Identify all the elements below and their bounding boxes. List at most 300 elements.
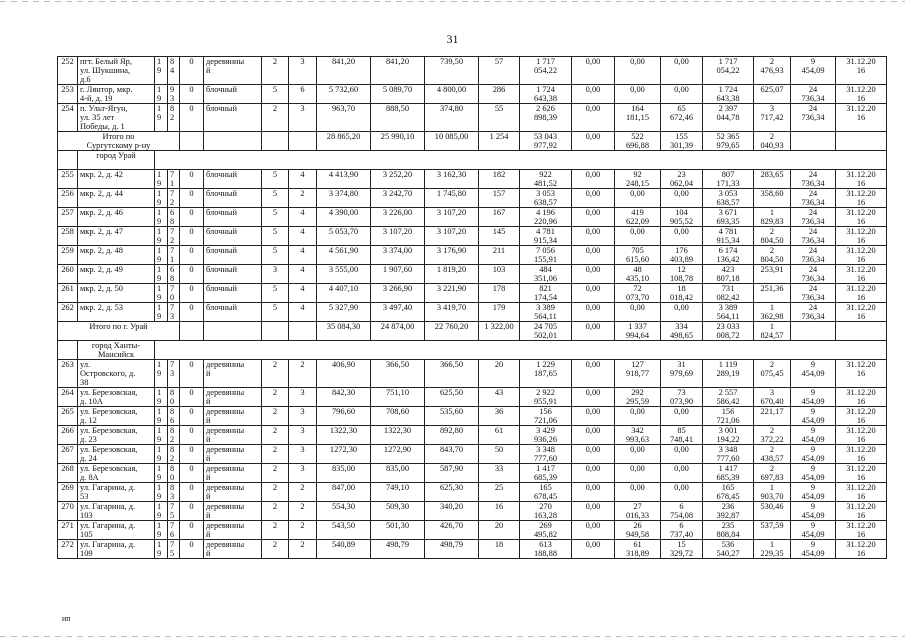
cell-wall-material: блочный <box>204 265 262 284</box>
cell-cost-fund: 0,00 <box>572 208 615 227</box>
cell-floors: 5 <box>262 246 289 265</box>
cell-unit-cost-limit: 9 454,09 <box>791 426 836 445</box>
cell-address: мкр. 2, д. 53 <box>78 303 155 322</box>
cell-deadline: 31.12.20 16 <box>836 227 887 246</box>
cell-cost-owners: 731 082,42 <box>703 284 754 303</box>
cell-area-private: 340,20 <box>425 502 479 521</box>
table-row <box>58 426 887 445</box>
cell-wall-material: деревянны й <box>204 407 262 426</box>
cell-zero-flag: 0 <box>180 426 204 445</box>
cell-cost-fund: 0,00 <box>572 57 615 85</box>
cell-address: ул. Березовская, д. 10А <box>78 388 155 407</box>
cell-area-total: 543,50 <box>317 521 371 540</box>
table-row <box>58 227 887 246</box>
cell-unit-cost: 3 717,42 <box>754 104 791 132</box>
empty-cell <box>180 132 204 151</box>
cell-wall-material: деревянны й <box>204 445 262 464</box>
cell-year-part1: 19 <box>155 104 168 132</box>
cell-cost-budget-local: 0,00 <box>661 227 703 246</box>
cell-entrances: 2 <box>289 189 317 208</box>
cell-cost-fund: 0,00 <box>572 464 615 483</box>
cell-unit-cost: 625,07 <box>754 85 791 104</box>
cell-unit-cost-limit: 24 736,34 <box>791 208 836 227</box>
city-label: город Ханты- Мансийск <box>78 341 155 360</box>
cell-cost-total: 613 188,88 <box>520 540 572 559</box>
cell-deadline: 31.12.20 16 <box>836 502 887 521</box>
cell-row-number: 269 <box>58 483 78 502</box>
cell-address: ул. Березовская, д. 12 <box>78 407 155 426</box>
cell-area-total: 796,60 <box>317 407 371 426</box>
cell-residents: 103 <box>479 265 520 284</box>
cell-cost-total: 4 781 915,34 <box>520 227 572 246</box>
cell-wall-material: деревянны й <box>204 388 262 407</box>
cell-area-total: 554,30 <box>317 502 371 521</box>
cell-residents: 50 <box>479 445 520 464</box>
table-row <box>58 85 887 104</box>
cell-year-part2: 68 <box>168 265 180 284</box>
cell-zero-flag: 0 <box>180 189 204 208</box>
cell-area-private: 4 800,00 <box>425 85 479 104</box>
cell-deadline: 31.12.20 16 <box>836 246 887 265</box>
cell-unit-cost-limit: 24 736,34 <box>791 227 836 246</box>
cell-floors: 5 <box>262 208 289 227</box>
cell-cost-fund: 0,00 <box>572 227 615 246</box>
cell-year-part2: 73 <box>168 303 180 322</box>
cell-unit-cost-limit: 9 454,09 <box>791 445 836 464</box>
cell-wall-material: деревянны й <box>204 57 262 85</box>
total-k: 0,00 <box>572 132 615 151</box>
cell-address: п. Ульт-Ягун, ул. 35 лет Победы, д. 1 <box>78 104 155 132</box>
cell-year-part1: 19 <box>155 227 168 246</box>
total-s: 53 043 977,92 <box>520 132 572 151</box>
cell-year-part2: 80 <box>168 464 180 483</box>
cell-year-part2: 80 <box>168 388 180 407</box>
cell-deadline: 31.12.20 16 <box>836 170 887 189</box>
cell-unit-cost-limit: 24 736,34 <box>791 303 836 322</box>
cell-unit-cost-limit: 24 736,34 <box>791 85 836 104</box>
table-row <box>58 521 887 540</box>
cell-row-number: 262 <box>58 303 78 322</box>
empty-cell <box>262 132 289 151</box>
cell-cost-fund: 0,00 <box>572 407 615 426</box>
cell-floors: 2 <box>262 445 289 464</box>
cell-cost-budget-local: 6 754,08 <box>661 502 703 521</box>
cell-cost-fund: 0,00 <box>572 104 615 132</box>
cell-zero-flag: 0 <box>180 104 204 132</box>
cell-year-part1: 19 <box>155 426 168 445</box>
cell-residents: 179 <box>479 303 520 322</box>
cell-area-total: 5 053,70 <box>317 227 371 246</box>
cell-cost-total: 270 163,28 <box>520 502 572 521</box>
cell-address: г. Лянтор, мкр. 4-й, д. 19 <box>78 85 155 104</box>
cell-cost-total: 4 196 220,96 <box>520 208 572 227</box>
cell-wall-material: блочный <box>204 189 262 208</box>
cell-entrances: 4 <box>289 170 317 189</box>
cell-cost-budget-okrug: 61 318,89 <box>615 540 661 559</box>
cell-cost-total: 1 717 054,22 <box>520 57 572 85</box>
cell-year-part2: 84 <box>168 57 180 85</box>
cell-cost-fund: 0,00 <box>572 521 615 540</box>
cell-entrances: 4 <box>289 246 317 265</box>
total-u1: 1 824,57 <box>754 322 791 341</box>
cell-cost-fund: 0,00 <box>572 445 615 464</box>
cell-residents: 36 <box>479 407 520 426</box>
cell-deadline: 31.12.20 16 <box>836 360 887 388</box>
cell-unit-cost: 530,46 <box>754 502 791 521</box>
cell-area-residential: 708,60 <box>371 407 425 426</box>
cell-entrances: 3 <box>289 57 317 85</box>
cell-area-total: 3 374,80 <box>317 189 371 208</box>
cell-area-private: 535,60 <box>425 407 479 426</box>
cell-cost-budget-local: 31 979,69 <box>661 360 703 388</box>
cell-entrances: 6 <box>289 85 317 104</box>
cell-year-part2: 75 <box>168 502 180 521</box>
cell-deadline: 31.12.20 16 <box>836 445 887 464</box>
cell-cost-budget-local: 73 073,90 <box>661 388 703 407</box>
cell-cost-owners: 3 671 693,35 <box>703 208 754 227</box>
cell-zero-flag: 0 <box>180 246 204 265</box>
cell-cost-owners: 4 781 915,34 <box>703 227 754 246</box>
cell-deadline: 31.12.20 16 <box>836 521 887 540</box>
total-label: Итого по г. Урай <box>58 322 180 341</box>
cell-area-residential: 509,30 <box>371 502 425 521</box>
cell-area-total: 5 732,60 <box>317 85 371 104</box>
cell-unit-cost-limit: 24 736,34 <box>791 104 836 132</box>
cell-year-part1: 19 <box>155 57 168 85</box>
empty-cell <box>58 341 78 360</box>
table-row <box>58 540 887 559</box>
table-row <box>58 208 887 227</box>
cell-cost-owners: 423 807,18 <box>703 265 754 284</box>
cell-area-private: 625,50 <box>425 388 479 407</box>
cell-entrances: 2 <box>289 540 317 559</box>
cell-deadline: 31.12.20 16 <box>836 57 887 85</box>
cell-cost-owners: 3 053 638,57 <box>703 189 754 208</box>
cell-unit-cost: 2 697,83 <box>754 464 791 483</box>
cell-year-part1: 19 <box>155 540 168 559</box>
cell-cost-total: 3 053 638,57 <box>520 189 572 208</box>
cell-row-number: 252 <box>58 57 78 85</box>
cell-zero-flag: 0 <box>180 284 204 303</box>
cell-cost-fund: 0,00 <box>572 170 615 189</box>
cell-cost-total: 269 495,82 <box>520 521 572 540</box>
cell-unit-cost-limit: 9 454,09 <box>791 464 836 483</box>
cell-zero-flag: 0 <box>180 227 204 246</box>
cell-area-total: 842,30 <box>317 388 371 407</box>
total-b1: 1 337 994,64 <box>615 322 661 341</box>
table-row <box>58 189 887 208</box>
cell-deadline: 31.12.20 16 <box>836 483 887 502</box>
cell-cost-total: 484 351,06 <box>520 265 572 284</box>
total-p: 1 254 <box>479 132 520 151</box>
cell-row-number: 271 <box>58 521 78 540</box>
cell-year-part1: 19 <box>155 407 168 426</box>
cell-floors: 2 <box>262 483 289 502</box>
cell-wall-material: блочный <box>204 246 262 265</box>
cell-address: мкр. 2, д. 47 <box>78 227 155 246</box>
cell-deadline: 31.12.20 16 <box>836 388 887 407</box>
cell-cost-owners: 156 721,06 <box>703 407 754 426</box>
cell-area-total: 835,00 <box>317 464 371 483</box>
cell-cost-fund: 0,00 <box>572 360 615 388</box>
cell-unit-cost-limit: 24 736,34 <box>791 170 836 189</box>
cell-floors: 3 <box>262 265 289 284</box>
cell-floors: 2 <box>262 388 289 407</box>
cell-year-part1: 19 <box>155 284 168 303</box>
cell-residents: 182 <box>479 170 520 189</box>
total-k: 0,00 <box>572 322 615 341</box>
cell-cost-budget-okrug: 0,00 <box>615 227 661 246</box>
cell-year-part1: 19 <box>155 246 168 265</box>
cell-row-number: 253 <box>58 85 78 104</box>
cell-unit-cost: 537,59 <box>754 521 791 540</box>
cell-area-total: 5 327,90 <box>317 303 371 322</box>
cell-unit-cost-limit: 9 454,09 <box>791 388 836 407</box>
cell-zero-flag: 0 <box>180 388 204 407</box>
cell-row-number: 261 <box>58 284 78 303</box>
cell-year-part1: 19 <box>155 388 168 407</box>
cell-address: мкр. 2, д. 49 <box>78 265 155 284</box>
cell-cost-budget-okrug: 164 181,15 <box>615 104 661 132</box>
cell-area-residential: 3 242,70 <box>371 189 425 208</box>
cell-cost-budget-okrug: 342 993,63 <box>615 426 661 445</box>
total-row <box>58 322 887 341</box>
cell-area-total: 963,70 <box>317 104 371 132</box>
cell-unit-cost: 2 476,93 <box>754 57 791 85</box>
cell-year-part2: 82 <box>168 426 180 445</box>
cell-area-private: 3 221,90 <box>425 284 479 303</box>
cell-wall-material: блочный <box>204 170 262 189</box>
cell-unit-cost-limit: 24 736,34 <box>791 189 836 208</box>
cell-year-part1: 19 <box>155 189 168 208</box>
cell-cost-budget-local: 12 108,78 <box>661 265 703 284</box>
cell-cost-budget-okrug: 0,00 <box>615 445 661 464</box>
cell-wall-material: блочный <box>204 227 262 246</box>
city-header-row <box>58 151 887 170</box>
empty-cell <box>791 132 836 151</box>
total-p: 1 322,00 <box>479 322 520 341</box>
cell-cost-budget-okrug: 48 435,10 <box>615 265 661 284</box>
cell-entrances: 2 <box>289 360 317 388</box>
cell-cost-fund: 0,00 <box>572 426 615 445</box>
total-s: 24 705 502,01 <box>520 322 572 341</box>
cell-unit-cost: 283,65 <box>754 170 791 189</box>
cell-cost-budget-local: 85 748,41 <box>661 426 703 445</box>
cell-year-part2: 68 <box>168 208 180 227</box>
cell-zero-flag: 0 <box>180 360 204 388</box>
cell-cost-budget-okrug: 0,00 <box>615 303 661 322</box>
cell-entrances: 3 <box>289 388 317 407</box>
cell-area-residential: 1 907,60 <box>371 265 425 284</box>
cell-address: мкр. 2, д. 48 <box>78 246 155 265</box>
cell-unit-cost-limit: 9 454,09 <box>791 407 836 426</box>
cell-deadline: 31.12.20 16 <box>836 85 887 104</box>
cell-unit-cost-limit: 9 454,09 <box>791 483 836 502</box>
cell-cost-budget-local: 0,00 <box>661 189 703 208</box>
table-row <box>58 360 887 388</box>
cell-cost-owners: 536 540,27 <box>703 540 754 559</box>
cell-deadline: 31.12.20 16 <box>836 426 887 445</box>
cell-cost-fund: 0,00 <box>572 284 615 303</box>
cell-floors: 5 <box>262 227 289 246</box>
cell-cost-owners: 235 808,84 <box>703 521 754 540</box>
cell-cost-total: 1 417 685,39 <box>520 464 572 483</box>
cell-entrances: 2 <box>289 521 317 540</box>
cell-year-part1: 19 <box>155 483 168 502</box>
cell-cost-fund: 0,00 <box>572 189 615 208</box>
total-a3: 10 085,00 <box>425 132 479 151</box>
cell-wall-material: деревянны й <box>204 521 262 540</box>
cell-row-number: 272 <box>58 540 78 559</box>
cell-year-part2: 76 <box>168 521 180 540</box>
cell-residents: 61 <box>479 426 520 445</box>
cell-deadline: 31.12.20 16 <box>836 265 887 284</box>
cell-cost-budget-okrug: 0,00 <box>615 483 661 502</box>
cell-unit-cost-limit: 9 454,09 <box>791 57 836 85</box>
cell-floors: 2 <box>262 540 289 559</box>
cell-cost-budget-okrug: 0,00 <box>615 189 661 208</box>
cell-floors: 2 <box>262 407 289 426</box>
cell-address: мкр. 2, д. 44 <box>78 189 155 208</box>
cell-row-number: 255 <box>58 170 78 189</box>
cell-cost-budget-okrug: 0,00 <box>615 85 661 104</box>
cell-area-total: 540,89 <box>317 540 371 559</box>
cell-row-number: 259 <box>58 246 78 265</box>
cell-unit-cost-limit: 9 454,09 <box>791 521 836 540</box>
cell-area-residential: 501,30 <box>371 521 425 540</box>
cell-area-private: 843,70 <box>425 445 479 464</box>
cell-cost-budget-okrug: 292 295,59 <box>615 388 661 407</box>
cell-cost-total: 821 174,54 <box>520 284 572 303</box>
cell-area-residential: 841,20 <box>371 57 425 85</box>
cell-entrances: 3 <box>289 426 317 445</box>
cell-address: ул. Березовская, д. 23 <box>78 426 155 445</box>
cell-area-residential: 3 374,00 <box>371 246 425 265</box>
cell-address: ул. Березовская, д. 24 <box>78 445 155 464</box>
scan-edge-bottom <box>0 636 905 637</box>
cell-row-number: 256 <box>58 189 78 208</box>
empty-cell <box>791 322 836 341</box>
cell-wall-material: деревянны й <box>204 360 262 388</box>
cell-area-total: 1322,30 <box>317 426 371 445</box>
cell-zero-flag: 0 <box>180 170 204 189</box>
cell-entrances: 4 <box>289 303 317 322</box>
cell-area-private: 1 819,20 <box>425 265 479 284</box>
cell-address: мкр. 2, д. 42 <box>78 170 155 189</box>
cell-year-part2: 71 <box>168 246 180 265</box>
cell-cost-fund: 0,00 <box>572 388 615 407</box>
cell-unit-cost: 2 075,45 <box>754 360 791 388</box>
empty-cell <box>155 151 887 170</box>
cell-area-private: 892,80 <box>425 426 479 445</box>
cell-cost-owners: 807 171,33 <box>703 170 754 189</box>
cell-residents: 286 <box>479 85 520 104</box>
total-a1: 35 084,30 <box>317 322 371 341</box>
cell-deadline: 31.12.20 16 <box>836 104 887 132</box>
cell-cost-total: 7 056 155,91 <box>520 246 572 265</box>
cell-address: пгт. Белый Яр, ул. Шукшина, д.6 <box>78 57 155 85</box>
cell-unit-cost: 1 829,83 <box>754 208 791 227</box>
total-a3: 22 760,20 <box>425 322 479 341</box>
cell-cost-budget-local: 0,00 <box>661 445 703 464</box>
cell-unit-cost: 358,60 <box>754 189 791 208</box>
cell-floors: 2 <box>262 521 289 540</box>
table-row <box>58 483 887 502</box>
cell-area-residential: 3 252,20 <box>371 170 425 189</box>
cell-cost-budget-okrug: 705 615,60 <box>615 246 661 265</box>
cell-row-number: 268 <box>58 464 78 483</box>
cell-address: ул. Гагарина, д. 103 <box>78 502 155 521</box>
cell-area-total: 4 413,90 <box>317 170 371 189</box>
cell-deadline: 31.12.20 16 <box>836 284 887 303</box>
cell-year-part2: 82 <box>168 445 180 464</box>
cell-cost-budget-okrug: 72 073,70 <box>615 284 661 303</box>
cell-cost-budget-local: 0,00 <box>661 464 703 483</box>
cell-entrances: 2 <box>289 502 317 521</box>
cell-zero-flag: 0 <box>180 502 204 521</box>
cell-residents: 20 <box>479 360 520 388</box>
cell-cost-budget-local: 0,00 <box>661 407 703 426</box>
cell-residents: 211 <box>479 246 520 265</box>
cell-year-part2: 82 <box>168 104 180 132</box>
cell-cost-total: 1 229 187,65 <box>520 360 572 388</box>
cell-area-residential: 366,50 <box>371 360 425 388</box>
total-t: 23 033 008,72 <box>703 322 754 341</box>
cell-row-number: 270 <box>58 502 78 521</box>
cell-unit-cost: 2 372,22 <box>754 426 791 445</box>
table-row <box>58 303 887 322</box>
cell-area-private: 3 107,20 <box>425 208 479 227</box>
cell-year-part2: 86 <box>168 407 180 426</box>
empty-cell <box>836 322 887 341</box>
cell-cost-total: 922 481,52 <box>520 170 572 189</box>
cell-floors: 5 <box>262 189 289 208</box>
cell-residents: 16 <box>479 502 520 521</box>
cell-area-total: 4 390,00 <box>317 208 371 227</box>
cell-area-private: 374,80 <box>425 104 479 132</box>
cell-entrances: 4 <box>289 265 317 284</box>
empty-cell <box>289 322 317 341</box>
cell-row-number: 260 <box>58 265 78 284</box>
table-row <box>58 388 887 407</box>
cell-row-number: 263 <box>58 360 78 388</box>
housing-register-table <box>57 56 887 559</box>
cell-unit-cost-limit: 9 454,09 <box>791 540 836 559</box>
cell-area-private: 3 162,30 <box>425 170 479 189</box>
cell-cost-fund: 0,00 <box>572 502 615 521</box>
cell-cost-budget-local: 0,00 <box>661 85 703 104</box>
cell-deadline: 31.12.20 16 <box>836 303 887 322</box>
cell-area-total: 406,90 <box>317 360 371 388</box>
cell-unit-cost: 1 229,35 <box>754 540 791 559</box>
cell-cost-owners: 3 001 194,22 <box>703 426 754 445</box>
cell-year-part1: 19 <box>155 521 168 540</box>
cell-year-part2: 72 <box>168 189 180 208</box>
cell-row-number: 257 <box>58 208 78 227</box>
cell-area-total: 3 555,00 <box>317 265 371 284</box>
cell-cost-total: 3 389 564,11 <box>520 303 572 322</box>
cell-floors: 2 <box>262 502 289 521</box>
cell-residents: 57 <box>479 57 520 85</box>
cell-year-part1: 19 <box>155 303 168 322</box>
cell-unit-cost: 3 670,40 <box>754 388 791 407</box>
cell-area-total: 847,00 <box>317 483 371 502</box>
cell-cost-budget-local: 0,00 <box>661 303 703 322</box>
cell-year-part1: 19 <box>155 464 168 483</box>
empty-cell <box>204 132 262 151</box>
cell-cost-budget-local: 176 403,89 <box>661 246 703 265</box>
cell-year-part1: 19 <box>155 502 168 521</box>
